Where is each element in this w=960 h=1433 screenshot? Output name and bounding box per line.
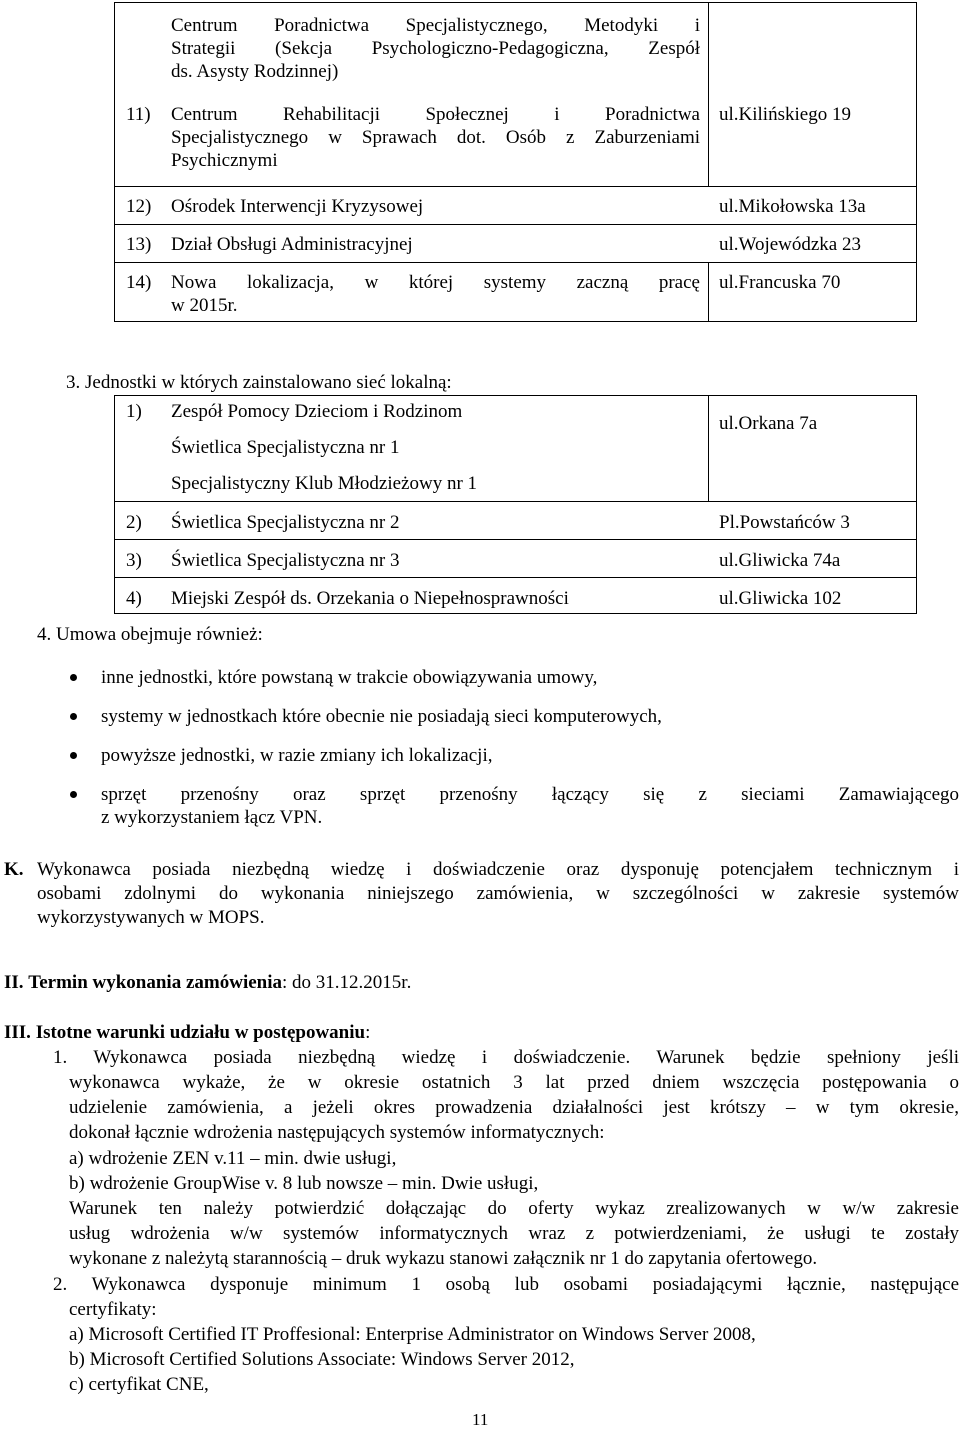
- row-number: 12): [126, 196, 152, 217]
- condition-2-subitem: c) certyfikat CNE,: [69, 1374, 209, 1395]
- row-number: 3): [126, 550, 142, 571]
- table-cell-text: Świetlica Specjalistyczna nr 1: [171, 437, 400, 458]
- section-ii: [4, 971, 411, 994]
- row-number: 11): [126, 104, 151, 125]
- section-k-text: Wykonawca posiada niezbędną wiedzę i doświadczenie oraz dysponuję potencjałem technicznym i: [37, 859, 959, 880]
- list-item: powyższe jednostki, w razie zmiany ich lokalizacji,: [101, 745, 493, 766]
- section-3-heading: 3. Jednostki w których zainstalowano sieć lokalną:: [66, 372, 452, 393]
- list-item: sprzęt przenośny oraz sprzęt przenośny łączący się z sieciami Zamawiającego: [101, 784, 959, 805]
- row-number: 1): [126, 401, 142, 422]
- list-item-continuation: z wykorzystaniem łącz VPN.: [101, 807, 323, 828]
- bullet-icon: [70, 752, 77, 759]
- condition-2-subitem: a) Microsoft Certified IT Proffesional: Enterprise Administrator on Windows Server 2008,: [69, 1324, 756, 1345]
- section-k-label: K.: [4, 859, 24, 880]
- table-cell-text: Nowa lokalizacja, w której systemy zaczną pracę: [171, 272, 700, 293]
- condition-1-subitem: b) wdrożenie GroupWise v. 8 lub nowsze – min. Dwie usługi,: [69, 1173, 539, 1194]
- table-cell-text: Świetlica Specjalistyczna nr 2: [171, 512, 400, 533]
- bullet-icon: [70, 713, 77, 720]
- condition-2-text: certyfikaty:: [69, 1299, 157, 1320]
- address-cell: ul.Kilińskiego 19: [719, 104, 851, 125]
- address-cell: ul.Gliwicka 74a: [719, 550, 841, 571]
- section-iii-heading: [4, 1021, 370, 1044]
- table-cell-text: Centrum Poradnictwa Specjalistycznego, Metodyki i: [171, 15, 700, 36]
- table-cell-text: Świetlica Specjalistyczna nr 3: [171, 550, 400, 571]
- row-number: 14): [126, 272, 152, 293]
- section-iii-colon: :: [365, 1022, 371, 1043]
- section-iii-label: III.: [4, 1022, 31, 1043]
- condition-1-subitem: a) wdrożenie ZEN v.11 – min. dwie usługi,: [69, 1148, 397, 1169]
- condition-2-subitem: b) Microsoft Certified Solutions Associate: Windows Server 2012,: [69, 1349, 575, 1370]
- bullet-icon: [70, 674, 77, 681]
- condition-2-text: 2. Wykonawca dysponuje minimum 1 osobą lub osobami posiadającymi łącznie, następujące: [53, 1274, 959, 1295]
- address-cell: Pl.Powstańców 3: [719, 512, 850, 533]
- section-ii-title: Termin wykonania zamówienia: [28, 972, 283, 993]
- address-cell: ul.Francuska 70: [719, 272, 841, 293]
- address-cell: ul.Mikołowska 13a: [719, 196, 866, 217]
- address-cell: ul.Orkana 7a: [719, 413, 818, 434]
- condition-1-text: wykonawca wykaże, że w okresie ostatnich 3 lat przed dniem wszczęcia postępowania o: [69, 1072, 959, 1093]
- section-4-heading: 4. Umowa obejmuje również:: [37, 624, 263, 645]
- table-cell-text: Zespół Pomocy Dzieciom i Rodzinom: [171, 401, 463, 422]
- address-cell: ul.Gliwicka 102: [719, 588, 842, 609]
- bullet-icon: [70, 791, 77, 798]
- list-item: inne jednostki, które powstaną w trakcie obowiązywania umowy,: [101, 667, 598, 688]
- table-cell-text: Psychicznymi: [171, 150, 278, 171]
- table-cell-text: Centrum Rehabilitacji Społecznej i Poradnictwa: [171, 104, 700, 125]
- table-cell-text: Miejski Zespół ds. Orzekania o Niepełnosprawności: [171, 588, 569, 609]
- condition-1-confirmation: usług wdrożenia w/w systemów informatycznych wraz z potwierdzeniami, że usługi te zostały: [69, 1223, 959, 1244]
- table-cell-text: Ośrodek Interwencji Kryzysowej: [171, 196, 424, 217]
- table-cell-text: Dział Obsługi Administracyjnej: [171, 234, 413, 255]
- row-number: 4): [126, 588, 142, 609]
- row-number: 13): [126, 234, 152, 255]
- section-ii-label: II.: [4, 972, 24, 993]
- table-cell-text: ds. Asysty Rodzinnej): [171, 61, 339, 82]
- list-item: systemy w jednostkach które obecnie nie posiadają sieci komputerowych,: [101, 706, 662, 727]
- page-number: 11: [472, 1410, 489, 1429]
- table-cell-text: Strategii (Sekcja Psychologiczno-Pedagogiczna, Zespół: [171, 38, 700, 59]
- condition-1-confirmation: Warunek ten należy potwierdzić dołączając do oferty wykaz zrealizowanych w w/w zakresie: [69, 1198, 959, 1219]
- row-number: 2): [126, 512, 142, 533]
- address-cell: ul.Wojewódzka 23: [719, 234, 861, 255]
- table-cell-text: Specjalistyczny Klub Młodzieżowy nr 1: [171, 473, 478, 494]
- table-cell-text: w 2015r.: [171, 295, 238, 316]
- condition-1-text: 1. Wykonawca posiada niezbędną wiedzę i doświadczenie. Warunek będzie spełniony jeśli: [53, 1047, 959, 1068]
- condition-1-text: dokonał łącznie wdrożenia następujących systemów informatycznych:: [69, 1122, 605, 1143]
- section-iii-title: Istotne warunki udziału w postępowaniu: [35, 1022, 366, 1043]
- condition-1-text: udzielenie zamówienia, a jeżeli okres prowadzenia działalności jest krótszy – w tym okresie,: [69, 1097, 959, 1118]
- condition-1-confirmation: wykonane z należytą starannością – druk wykazu stanowi załącznik nr 1 do zapytania ofertowego.: [69, 1248, 818, 1269]
- section-ii-value: : do 31.12.2015r.: [282, 972, 412, 993]
- table-cell-text: Specjalistycznego w Sprawach dot. Osób z Zaburzeniami: [171, 127, 700, 148]
- section-k-text: wykorzystywanych w MOPS.: [37, 907, 265, 928]
- section-k-text: osobami zdolnymi do wykonania niniejszego zamówienia, w szczególności w zakresie systemów: [37, 883, 959, 904]
